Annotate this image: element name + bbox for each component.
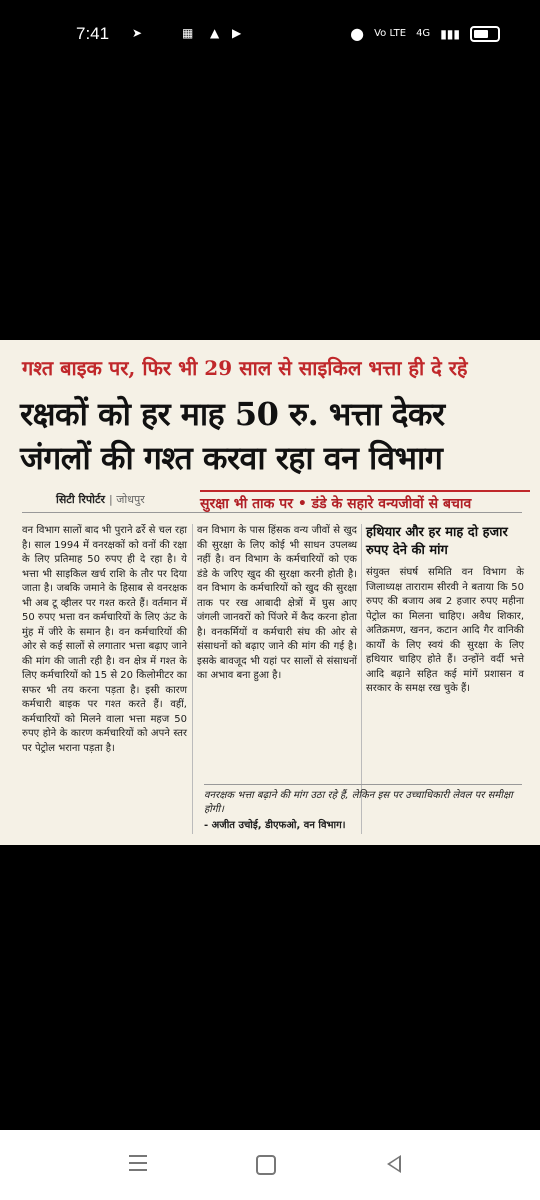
- navigation-bar: [0, 1130, 540, 1200]
- official-quote: [204, 784, 522, 833]
- alarm-icon: ●: [350, 24, 365, 43]
- column-divider: [192, 524, 193, 834]
- newspaper-clipping: [0, 340, 540, 845]
- battery-icon: [470, 26, 500, 42]
- article-headline-line2: जंगलों की गश्त करवा रहा वन विभाग: [20, 439, 443, 477]
- article-byline: [56, 492, 145, 507]
- column-3-body: संयुक्त संघर्ष समिति वन विभाग के जिलाध्यक्ष ताराराम सीरवी ने बताया कि 50 रुपए की बजाय अब 2 हजार रुपए महीना पेट्रोल का मिलना चाहिए। अवैध शिकार, अतिक्रमण, खनन, कटान आदि गैर वानिकी कार्यों के लिए स्वयं की सुरक्षा के लिए हथियार चाहिए होते हैं। उन्होंने वर्दी भत्ते आदि बढ़ाने सहित कई मांगें प्रशासन व सरकार के समक्ष रख चुके हैं।: [366, 567, 524, 694]
- home-notification-icon: ▲: [210, 26, 220, 40]
- recent-apps-button[interactable]: [118, 1150, 158, 1180]
- article-headline-line1: रक्षकों को हर माह 50 रु. भत्ता देकर: [20, 395, 445, 433]
- divider: [22, 512, 522, 513]
- network-label: Vo LTE: [374, 28, 407, 39]
- back-button[interactable]: [374, 1150, 414, 1180]
- status-bar: [0, 0, 540, 70]
- article-column-3: [366, 524, 524, 697]
- article-sub-deck: सुरक्षा भी ताक पर • डंडे के सहारे वन्यजीवों से बचाव: [200, 490, 530, 513]
- app-notification-icon: ▦: [182, 26, 194, 40]
- quote-author: - अजीत उचोई, डीएफओ, वन विभाग।: [204, 820, 346, 831]
- quote-text: वनरक्षक भत्ता बढ़ाने की मांग उठा रहे हैं, लेकिन इस पर उच्चाधिकारी लेवल पर समीक्षा होगी।: [204, 790, 513, 815]
- article-kicker: गश्त बाइक पर, फिर भी 29 साल से साइकिल भत्ता ही दे रहे: [22, 356, 468, 380]
- signal-label: 4G: [416, 28, 431, 39]
- article-column-1: वन विभाग सालों बाद भी पुराने ढर्रे से चल रहा है। साल 1994 में वनरक्षकों को वनों की रक्षा के लिए प्रतिमाह 50 रुपए ही दे रहा है। ये भत्ता भी साइकिल खर्च राशि के तौर पर दिया जाता है। जबकि जमाने के हिसाब से वनरक्षक भी अब टू व्हीलर पर गश्त करते हैं। वर्तमान में 50 रुपए भत्ता वन कर्मचारियों के लिए ऊंट के मुंह में जीरे के समान है। वन कर्मचारियों की ओर से कई सालों से लगातार भत्ता बढ़ाए जाने की मांग की जाती रही है। वन क्षेत्र में गश्त के लिए कर्मचारियों को 15 से 20 किलोमीटर का सफर भी तय करना पड़ता है। इसी कारण कर्मचारी बाइक पर गश्त करते हैं। वहीं, कर्मचारियों को मिलने वाला भत्ता महज 50 रुपए होने के कारण कर्मचारियों को अपने स्तर पर पेट्रोल भराना पड़ता है।: [22, 525, 187, 754]
- column-3-title: हथियार और हर माह दो हजार रुपए देने की मांग: [366, 525, 508, 558]
- status-time: 7:41: [76, 24, 110, 43]
- article-column-2: वन विभाग के पास हिंसक वन्य जीवों से खुद की सुरक्षा के लिए कोई भी साधन उपलब्ध नहीं है। वन विभाग के कर्मचारियों को एक डंडे के जरिए खुद की सुरक्षा करनी होती है। वन विभाग के कर्मचारियों को खुद की सुरक्षा ताक पर रख आबादी क्षेत्रों में घुस आए जंगली जानवरों को पिंजरे में कैद करना होता है। वनकर्मियों व कर्मचारी संघ की ओर से संसाधनों को बढ़ाए जाने की मांग की गई है। इसके बावजूद भी यहां पर सालों से संसाधनों का अभाव बना हुआ है।: [197, 525, 357, 681]
- telegram-icon: ➤: [132, 26, 143, 40]
- youtube-icon: ▶: [232, 26, 242, 40]
- signal-icon: ▮▮▮: [440, 26, 460, 41]
- status-right: [350, 24, 500, 43]
- byline-reporter: सिटी रिपोर्टर: [56, 493, 105, 506]
- home-button[interactable]: [246, 1150, 286, 1180]
- byline-city: | जोधपुर: [109, 493, 145, 506]
